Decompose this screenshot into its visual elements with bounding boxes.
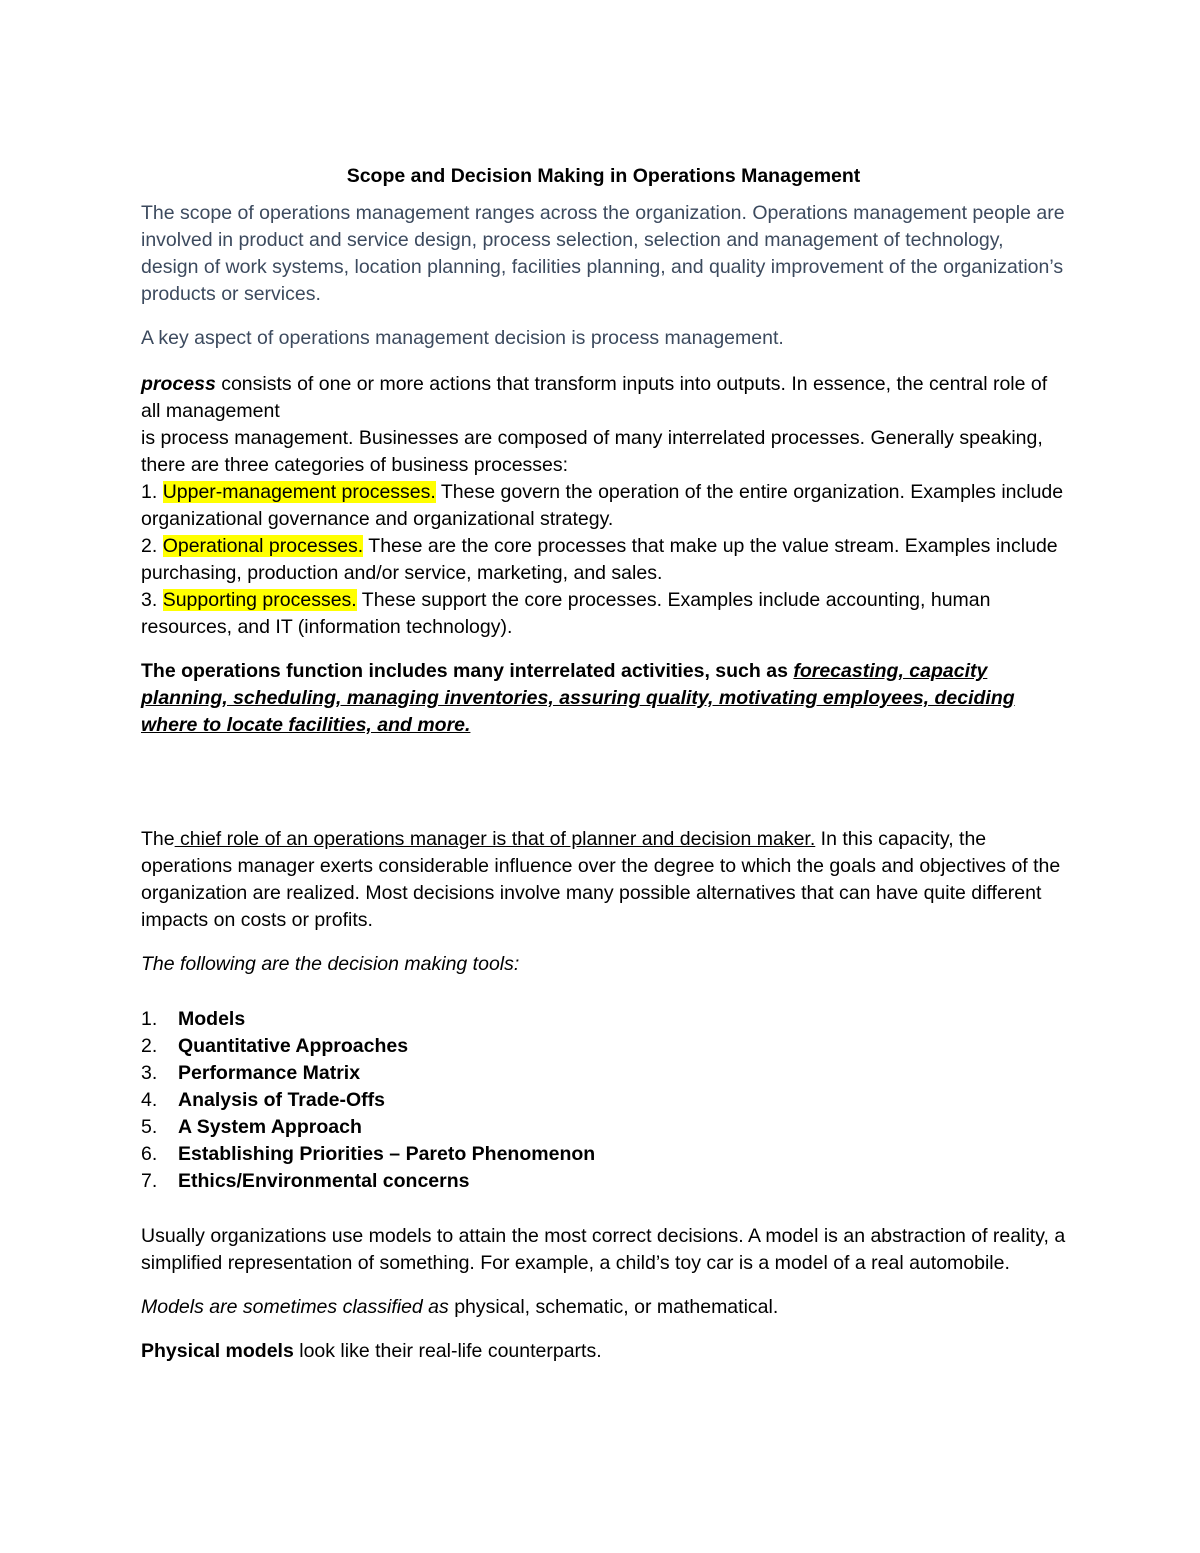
process-definition-line2: is process management. Businesses are composed of many interrelated processes. Generally speaking, there are three categories of business processes:: [141, 427, 1043, 476]
tools-intro: The following are the decision making tools:: [141, 953, 520, 975]
list-number: 4.: [141, 1089, 158, 1111]
models-classified-italic: Models are sometimes classified as: [141, 1296, 449, 1318]
list-label: Ethics/Environmental concerns: [178, 1170, 470, 1192]
operations-function-activities: forecasting, capacity planning, scheduling, managing inventories, assuring quality, motivating employees, deciding where to locate facilities, and more.: [141, 660, 1015, 736]
list-item: [141, 1060, 1066, 1087]
category-item-3: [141, 587, 1066, 641]
list-label: Models: [178, 1008, 246, 1030]
models-classified-paragraph: [141, 1294, 1066, 1321]
list-label: Establishing Priorities – Pareto Phenomenon: [178, 1143, 596, 1165]
list-item: [141, 1168, 1066, 1195]
decision-tools-list: [141, 1006, 1066, 1195]
chief-role-pre: The: [141, 828, 175, 850]
category-label-highlighted: Operational processes.: [162, 535, 364, 557]
category-number: 2.: [141, 535, 163, 557]
list-number: 7.: [141, 1170, 158, 1192]
list-item: [141, 1114, 1066, 1141]
list-label: A System Approach: [178, 1116, 362, 1138]
category-description: These are the core processes that make up the value stream. Examples include purchasing, production and/or service, marketing, and sales.: [141, 535, 1058, 584]
category-item-1: [141, 479, 1066, 533]
models-classified-rest: physical, schematic, or mathematical.: [448, 1296, 779, 1318]
chief-role-rest: In this capacity, the operations manager exerts considerable influence over the degree to which the goals and objectives of the organization are realized. Most decisions involve many possible alternatives that can have quite different impacts on costs or profits.: [141, 828, 1061, 931]
document-body: [141, 163, 1066, 1382]
category-number: 3.: [141, 589, 163, 611]
list-label: Performance Matrix: [178, 1062, 361, 1084]
category-label-highlighted: Supporting processes.: [162, 589, 357, 611]
category-description: These govern the operation of the entire organization. Examples include organizational governance and organizational strategy.: [141, 481, 1064, 530]
models-paragraph: Usually organizations use models to attain the most correct decisions. A model is an abstraction of reality, a simplified representation of something. For example, a child’s toy car is a model of a real automobile.: [141, 1225, 1066, 1274]
physical-models-paragraph: [141, 1338, 1066, 1365]
list-item: [141, 1033, 1066, 1060]
list-item: [141, 1141, 1066, 1168]
list-number: 5.: [141, 1116, 158, 1138]
list-item: [141, 1006, 1066, 1033]
list-label: Quantitative Approaches: [178, 1035, 409, 1057]
list-number: 1.: [141, 1008, 158, 1030]
list-number: 2.: [141, 1035, 158, 1057]
list-item: [141, 1087, 1066, 1114]
operations-function-lead: The operations function includes many interrelated activities, such as: [141, 660, 794, 682]
scope-paragraph: The scope of operations management ranges across the organization. Operations management people are involved in product and service design, process selection, selection and management of technology, design of work systems, location planning, facilities planning, and quality improvement of the organization’s products or services.: [141, 202, 1065, 305]
physical-models-term: Physical models: [141, 1340, 294, 1362]
category-label-highlighted: Upper-management processes.: [162, 481, 436, 503]
category-number: 1.: [141, 481, 163, 503]
list-number: 6.: [141, 1143, 158, 1165]
blank-space: [141, 756, 1066, 826]
process-definition-text: consists of one or more actions that transform inputs into outputs. In essence, the central role of all management: [141, 373, 1048, 422]
operations-function-paragraph: [141, 658, 1066, 739]
list-number: 3.: [141, 1062, 158, 1084]
document-title: Scope and Decision Making in Operations Management: [346, 165, 861, 187]
process-definition-line1: [141, 373, 1047, 422]
chief-role-paragraph: [141, 826, 1066, 934]
physical-models-rest: look like their real-life counterparts.: [293, 1340, 602, 1362]
category-item-2: [141, 533, 1066, 587]
list-label: Analysis of Trade-Offs: [178, 1089, 385, 1111]
chief-role-underlined: chief role of an operations manager is that of planner and decision maker.: [174, 828, 816, 850]
category-description: These support the core processes. Examples include accounting, human resources, and IT (information technology).: [141, 589, 991, 638]
key-aspect-paragraph: A key aspect of operations management decision is process management.: [141, 327, 784, 349]
process-definition: [141, 371, 1066, 641]
process-term: process: [141, 373, 216, 395]
